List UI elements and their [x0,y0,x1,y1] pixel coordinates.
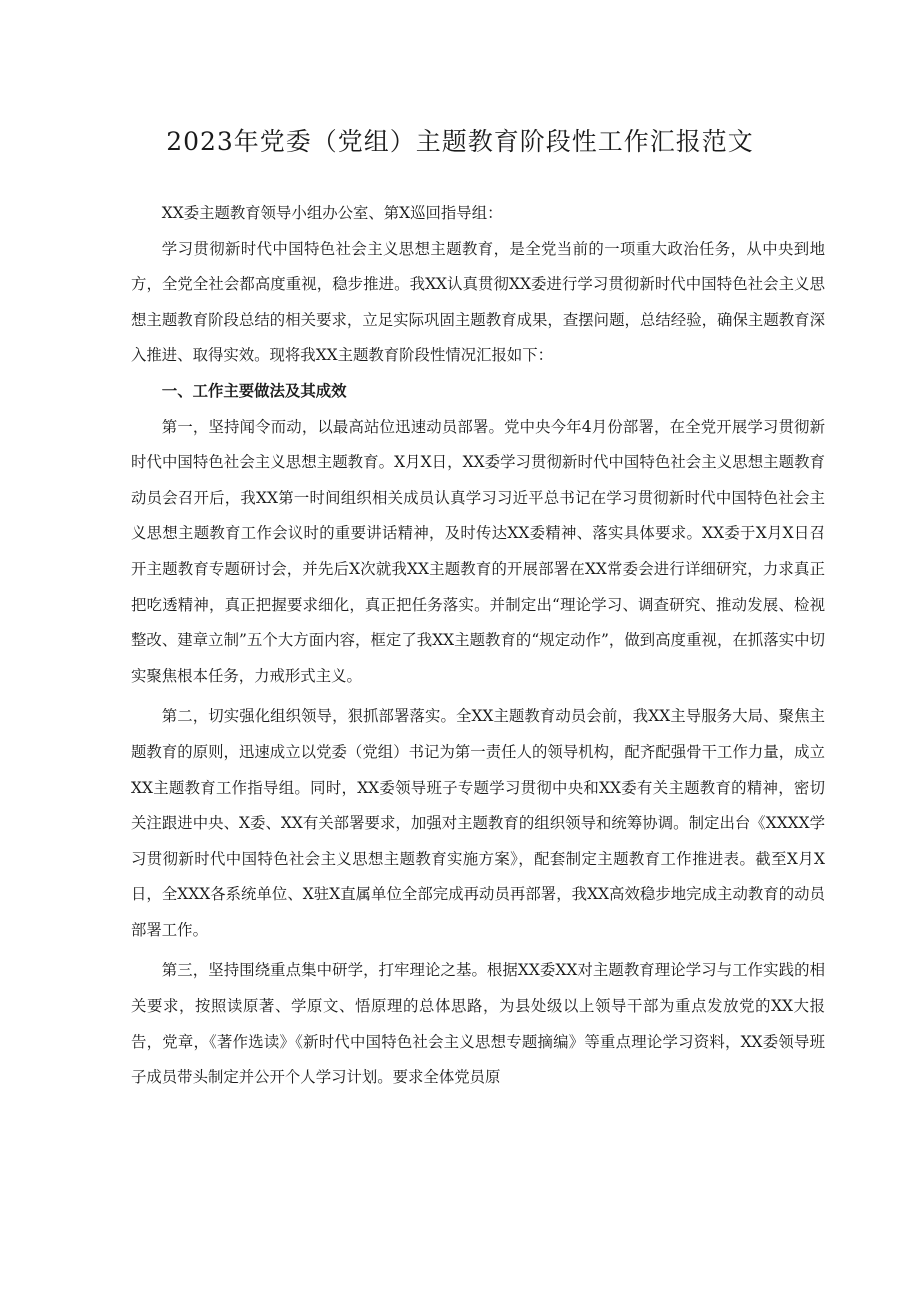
paragraph-2: 第二，切实强化组织领导，狠抓部署落实。全XX主题教育动员会前，我XX主导服务大局、聚焦主题教育的原则，迅速成立以党委（党组）书记为第一责任人的领导机构，配齐配强骨干工作力量，成立XX主题教育工作指导组。同时，XX委领导班子专题学习贯彻中央和XX委有关主题教育的精神，密切关注跟进中央、X委、XX有关部署要求，加强对主题教育的组织领导和统筹协调。制定出台《XXXX学习贯彻新时代中国特色社会主义思想主题教育实施方案》，配套制定主题教育工作推进表。截至X月X日，全XXX各系统单位、X驻X直属单位全部完成再动员再部署，我XX高效稳步地完成主动教育的动员部署工作。 [131,707,825,939]
section-heading: 一、工作主要做法及其成效 [161,381,347,400]
document-body [131,196,825,1096]
document-title: 2023年党委（党组）主题教育阶段性工作汇报范文 [166,127,754,156]
salutation: XX委主题教育领导小组办公室、第X巡回指导组： [161,204,503,222]
paragraph-1: 第一，坚持闻令而动，以最高站位迅速动员部署。党中央今年4月份部署，在全党开展学习贯彻新时代中国特色社会主义思想主题教育。X月X日，XX委学习贯彻新时代中国特色社会主义思想主题教育动员会召开后，我XX第一时间组织相关成员认真学习习近平总书记在学习贯彻新时代中国特色社会主义思想主题教育工作会议时的重要讲话精神，及时传达XX委精神、落实具体要求。XX委于X月X日召开主题教育专题研讨会，并先后X次就我XX主题教育的开展部署在XX常委会进行详细研究，力求真正把吃透精神，真正把握要求细化，真正把任务落实。并制定出“理论学习、调查研究、推动发展、检视整改、建章立制”五个大方面内容，框定了我XX主题教育的“规定动作”，做到高度重视，在抓落实中切实聚焦根本任务，力戒形式主义。 [131,417,825,685]
intro-paragraph: 学习贯彻新时代中国特色社会主义思想主题教育，是全党当前的一项重大政治任务，从中央到地方，全党全社会都高度重视，稳步推进。我XX认真贯彻XX委进行学习贯彻新时代中国特色社会主义思想主题教育阶段总结的相关要求，立足实际巩固主题教育成果，查摆问题，总结经验，确保主题教育深入推进、取得实效。现将我XX主题教育阶段性情况汇报如下： [131,239,825,365]
paragraph-3: 第三，坚持围绕重点集中研学，打牢理论之基。根据XX委XX对主题教育理论学习与工作实践的相关要求，按照读原著、学原文、悟原理的总体思路，为县处级以上领导干部为重点发放党的XX大报告，党章，《著作选读》《新时代中国特色社会主义思想专题摘编》等重点理论学习资料，XX委领导班子成员带头制定并公开个人学习计划。要求全体党员原 [131,961,825,1087]
